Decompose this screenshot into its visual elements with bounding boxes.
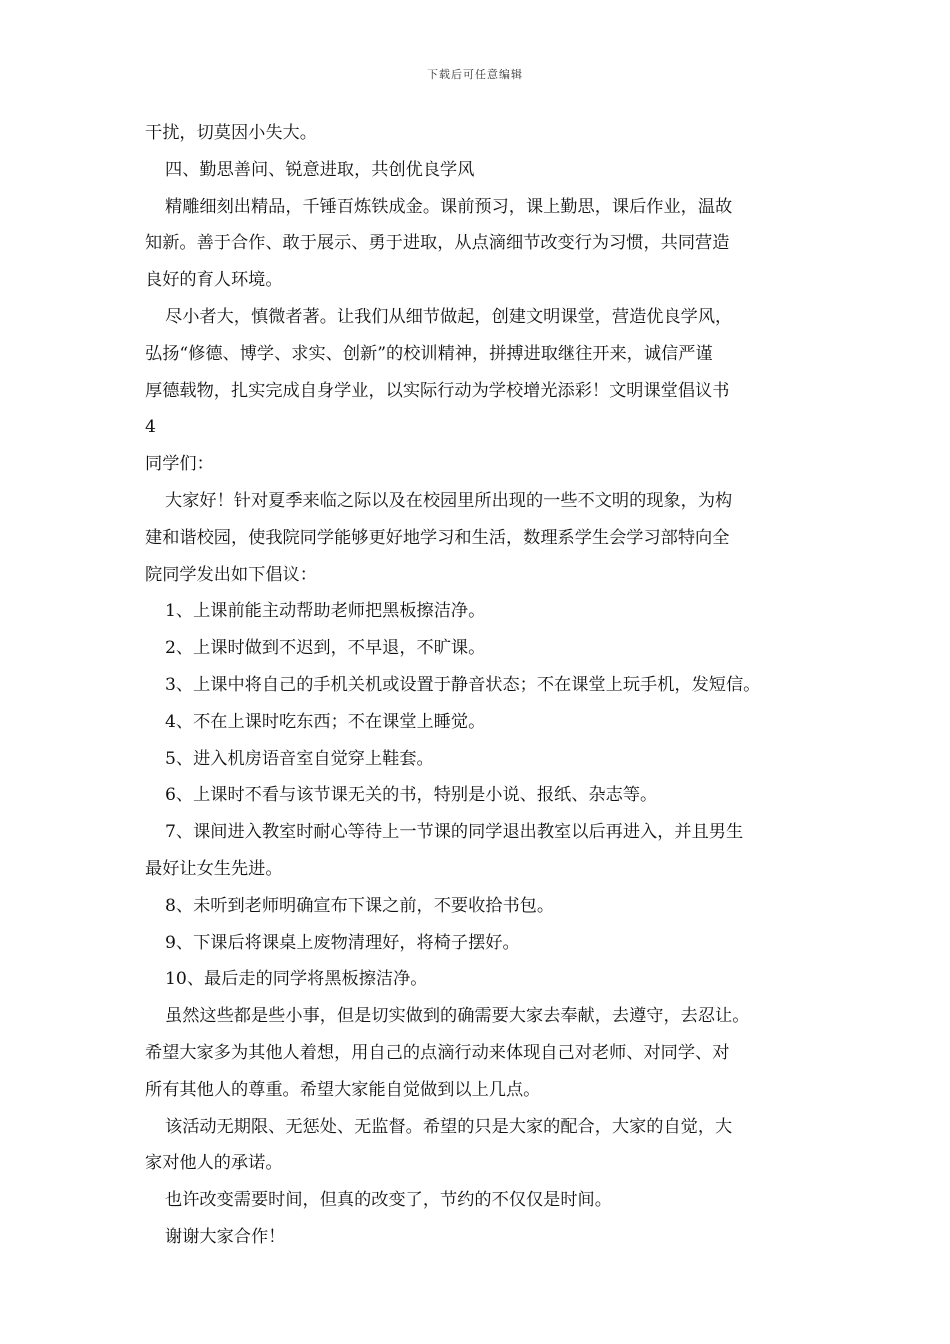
text-line: 大家好！针对夏季来临之际以及在校园里所出现的一些不文明的现象，为构 [165, 490, 733, 511]
text-line: 厚德载物，扎实完成自身学业，以实际行动为学校增光添彩！文明课堂倡议书 [145, 380, 730, 401]
list-item: 6、上课时不看与该节课无关的书，特别是小说、报纸、杂志等。 [165, 785, 658, 806]
text-line: 4 [145, 417, 156, 438]
text-line: 弘扬“修德、博学、求实、创新”的校训精神，拼搏进取继往开来，诚信严谨 [145, 343, 713, 364]
text-line: 虽然这些都是些小事，但是切实做到的确需要大家去奉献，去遵守，去忍让。 [165, 1006, 750, 1027]
list-item: 9、下课后将课桌上废物清理好，将椅子摆好。 [165, 932, 520, 953]
text-line: 家对他人的承诺。 [145, 1153, 283, 1174]
text-line: 干扰，切莫因小失大。 [145, 123, 317, 143]
text-line: 精雕细刻出精品，千锤百炼铁成金。课前预习，课上勤思，课后作业，温故 [165, 196, 733, 217]
section-heading: 四、勤思善问、锐意进取，共创优良学风 [165, 159, 475, 180]
text-line: 也许改变需要时间，但真的改变了，节约的不仅仅是时间。 [165, 1190, 612, 1211]
document-body [145, 115, 825, 1256]
list-item: 2、上课时做到不迟到，不早退，不旷课。 [165, 638, 486, 659]
list-item: 1、上课前能主动帮助老师把黑板擦洁净。 [165, 601, 486, 622]
text-line: 建和谐校园，使我院同学能够更好地学习和生活，数理系学生会学习部特向全 [145, 527, 730, 548]
list-item: 3、上课中将自己的手机关机或设置于静音状态；不在课堂上玩手机，发短信。 [165, 674, 761, 695]
text-line: 良好的育人环境。 [145, 270, 283, 291]
text-line: 希望大家多为其他人着想，用自己的点滴行动来体现自己对老师、对同学、对 [145, 1042, 730, 1063]
list-item-continuation: 最好让女生先进。 [145, 858, 283, 879]
text-line: 尽小者大，慎微者著。让我们从细节做起，创建文明课堂，营造优良学风， [165, 306, 733, 327]
list-item: 10、最后走的同学将黑板擦洁净。 [165, 969, 428, 990]
text-line: 知新。善于合作、敢于展示、勇于进取，从点滴细节改变行为习惯，共同营造 [145, 233, 730, 254]
list-item: 7、课间进入教室时耐心等待上一节课的同学退出教室以后再进入，并且男生 [165, 822, 744, 843]
list-item: 4、不在上课时吃东西；不在课堂上睡觉。 [165, 711, 486, 732]
list-item: 5、进入机房语音室自觉穿上鞋套。 [165, 748, 434, 769]
text-line: 所有其他人的尊重。希望大家能自觉做到以上几点。 [145, 1079, 541, 1100]
salutation: 同学们： [145, 454, 214, 475]
closing-line: 谢谢大家合作！ [165, 1226, 286, 1247]
list-item: 8、未听到老师明确宣布下课之前，不要收拾书包。 [165, 895, 555, 916]
text-line: 该活动无期限、无惩处、无监督。希望的只是大家的配合，大家的自觉，大 [165, 1116, 733, 1137]
page-header-note: 下载后可任意编辑 [427, 68, 523, 81]
text-line: 院同学发出如下倡议： [145, 564, 317, 585]
